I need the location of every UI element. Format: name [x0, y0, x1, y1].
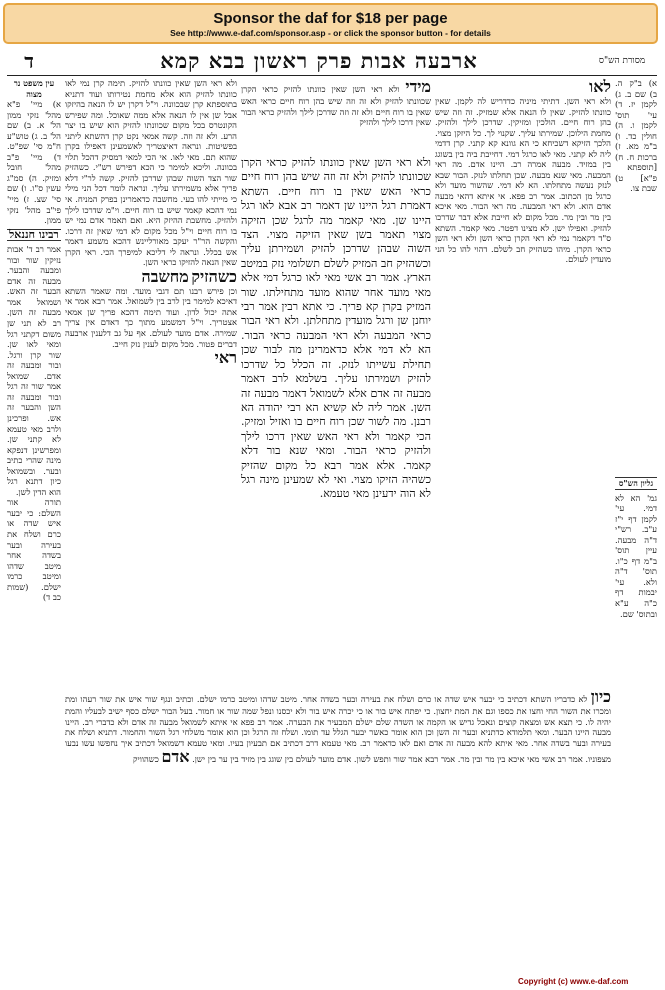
page-header [7, 48, 657, 74]
header-ref-right: מסורת הש"ס [598, 56, 646, 66]
left-margin-column [7, 78, 61, 968]
gemara-top-text [241, 78, 431, 150]
gemara-mid-word: כשהוויק [133, 754, 159, 765]
gilyon-text: גמ' הא לא דמי. עי' לקמן דף י"ז ע"ב. רש"י ד"ה מבעה. עיין תוס' ב"מ דף כ"ו. תוס' ד"ה ולא. עי' יבמות דף כ"ה ע"א ובתוס' שם. [615, 492, 657, 619]
rabbeinu-chananel-heading: רבינו חננאל [7, 229, 61, 242]
tosafot-heading-word-2: מחשבה [141, 266, 189, 286]
folio-number: ד [24, 48, 34, 73]
sponsor-details-link[interactable]: See http://www.e-daf.com/sponsor.asp - or click the sponsor button - for details [170, 28, 491, 38]
tosafot-bottom-text: וכן פירש רבנו תם דגבי מועד. ומה שאמר השתא דאיכא למימר בין לרב בין לשמואל. אמר רבא אמר אי אתה יכול לדון. ועוד תימה דהכא פריך שן אמאי אצטריך. וי"ל דמשמע מתוך כך דאדם אין צריך שמירה. אדם מועד לעולם. אף על גב דלענין ארבעה דברים פטור. מכל מקום לענין נזק חייב. [65, 285, 237, 349]
gilyon-heading: גליון הש"ס [615, 477, 657, 490]
torah-or-text: תורה אור השלם: כי יבער איש שדה או כרם ושלח את בעירה ובער בשדה אחר מיטב שדהו ומיטב כרמו ישלם. (שמות כב ד) [7, 497, 61, 603]
gemara-main-column [241, 156, 431, 676]
gemara-bottom-word: כיון [590, 688, 611, 706]
tosafot-heading-word-3: ראי [214, 348, 237, 368]
copyright-link[interactable]: Copyright (c) www.e-daf.com [518, 977, 629, 986]
page-title: ארבעה אבות פרק ראשון בבא קמא [160, 48, 478, 73]
rabbeinu-chananel-text: אמר רב ד' אבות נזיקין שור ובור ומבעה והבער. מבעה זה אדם הבער זה האש. ושמואל אמר מבעה זה השן. רב לא תני שן משום דקתני רגל ומאי לאו שן. שור קרן ורגל. ובור ומבעה זה אדם. שמואל אמר שור זה רגל ובור ומבעה זה השן והבער זה אש. ופרכינן ולרב מאי טעמא לא קתני שן. ומפרשינן דנפקא מינה שהרי כתיב ובער. ובשמואל כיון דתנא רגל הוא הדין לשן. [7, 244, 61, 497]
sponsor-banner[interactable] [3, 3, 658, 44]
gemara-main-text: ולא ראי השן שאין כוונתו להזיק כראי הקרן שכוונתו להזיק ולא זה וזה שיש בהן רוח חיים כראי האש שאין בו רוח חיים. השתא דאמרת רגל היינו שן דאמר רב אבא לאו רגל היינו שן. מאי קאמר מה לרגל שכן הזיקה מצוי תאמר בשן שאין הזיקה מצוי. הצד השוה שבהן שדרכן להזיק ושמירתן עליך וכשהזיק חב המזיק לשלם תשלומי נזק במיטב הארץ. אמר רב אשי מאי לאו כרגל דמי אלא מאי מועד אחר שהוא מועד מתחילתו. שור המזיק בקרן קא פריך. כי אתא רבין אמר רבי יוחנן שן ורגל מועדין מתחלתן. ולא ראי הבור כראי המבעה ולא ראי המבעה כראי הבור. הא לא דמי אלא כדאמרינן מה לבור שכן תחילת עשייתו לנזק. זה הכלל כל שדרכו להזיק ושמירתו עליך. בשלמא לרב דאמר מבעה זה אדם אלא לשמואל דאמר מבעה זה השן. אמר ליה לא קשיא הא רבי יהודה הא רבנן. מה לשור שכן רוח חיים בו ואזיל ומזיק. הכי קאמר ולא ראי האש שאין דרכו לילך ולהזיק כראי הבור. ומאי שנא בור דלא קאמר. אלא אמר רבא כל מקום שהזיק כשהיה הזיקו מצוי. ואי לא שמעינן מינה רגל לא הוה ידעינן מאי טעמא. [241, 156, 431, 501]
sponsor-title[interactable]: Sponsor the daf for $18 per page [213, 10, 448, 27]
gemara-opening-word: מידי [405, 78, 431, 96]
masoret-hashas-text: א) ב"ק ה. ב) שם ב. ג) לקמן יז. ד) עי' תוס' לקמן ו. ה) חולין כד. ו) ב"מ מא. ז) ברכות ח. ח) [תוספתא פ"א] ט) שבת צו. [615, 78, 657, 194]
talmud-page [7, 48, 657, 973]
rashi-heading-word: לאו [589, 78, 611, 96]
gemara-bottom-word-2: אדם [161, 747, 190, 767]
rashi-text: ולא ראי השן. דתיתי מיניה כדדריש לה לקמן. שאין כוונתו להזיק. שאין לו הנאה אלא שמזיק. זה וזה שיש בהן רוח חיים. הולכין ומזיקין. שדרכן לילך ולהזיק. מחמת הילוכן. שמירתו עליך. שקנוי לך. כל היזקן מצוי. הלכך הזיקא דשכיחא כי הא גוונא קא קתני. קרן דדמי ליה לא קתני. מאי לאו כרגל דמי. דחייבת ביה בין בשוגג בין במזיד. מבעה אמרה רב. היינו אדם. מה ראי המבעה. מאי שנא מבעה. שכן תחלתו לנזק. הבור שבא לנזק נעשה מתחלתו. הא לא דמי. שהשור מועד ולא כרגל מן הכתוב. אמר רב פפא. אי איתא דהאי מבעה אדם הוא. ולא ראי המבעה. מה ראי הבור. מאי איכא בין מר ובין מר. מכל מקום לא חייבת אלא דבר שדרכו להזיק. ואפילו ישן. לא מצינו דפטר. מאי קאמר. השתא ס"ד דקאמר נמי לא ראי הקרן כראי השן ולא ראי השן כראי הקרן. מיהו כשהזיק חב לשלם. דהוי להו כל הני מועדין לעולם. [435, 96, 611, 265]
gemara-bottom-text: לא כדבריו השתא דכתיב כי יבער איש שדה או כרם ושלח את בעירה ובער בשדה אחר. מיטב שדהו ומיטב כרמו ישלם. וכתיב ונגף שור איש את שור רעהו ומת ומכרו את השור החי וחצו את כספו וגם את המת יחצון. כי יפתח איש בור או כי יכרה איש בור ולא יכסנו ונפל שמה שור או חמור. בעל הבור ישלם כסף ישיב לבעליו והמת יהיה לו. כי תצא אש ומצאה קוצים ונאכל גדיש או הקמה או השדה שלם ישלם המבעיר את הבערה. אמר רב פפא אי איתא לשמואל מבעה זה אדם ולא כדברי רב. היינו מבעה היינו הבער. ומאי תלמודא כדתניא ובער זה השן וכן הוא אומר כאשר יבער הגלל עד תומו. ושלח זה הרגל וכן הוא אומר משלחי רגל השור והחמור. דתניא ושלח את בעירה ובער בשדה אחר. מאי איתא להא מבעה זה אדם ואם לאו כדאמר רב. מאי טעמא דרב דכתיב אם תבעיון בעיו. ומאי טעמא דשמואל דכתיב איך נחפשו עשו נבעו מצפוניו. אמר רב אשי מאי איכא בין מר ובין מר. אמר רבא אמר שור ותפש לשון. אדם מועד לעולם בין שוגג בין מזיד בין ער בין ישן. [65, 694, 611, 765]
right-margin-column [615, 78, 657, 968]
tosafot-heading-word: כשהזיק [191, 266, 237, 286]
ein-mishpat-heading: עין משפט נר מצוה [13, 78, 55, 99]
tosafot-text: ולא ראי השן שאין כוונתו להזיק. תימה קרן נמי לאו כוונתו להזיק הוא אלא מחמת נטירותו ועוד דתניא בתוספתא קרן שבכוונה. וי"ל דקרן יש לו הנאה בהיזקו אבל שן אין לו הנאה אלא ממה שאוכל. ומה שפירש הקונטרס בכל מקום שכוונתו להזיק הוא שיש בו יצר הרע. ולא זה וזה. קשה אמאי נקט קרן דהשתא ליתני בפשיטות. ונראה דאיצטריך לאשמעינן דאפילו בקרן שהוא תם. מאי לאו. אי הכי למאי דמסיק דהכל תלוי בכוונה. וליכא למימר כי הכא דפירש רש"י. כשהזיק שור הצד השוה שבהן שדרכן להזיק. קשה לר"י דלא פריך אלא משמירתו עליך. ונראה לומר דכל הני מילי כי מייתי להו בעי. מחשבה כדאמרינן בפרק המניח. אי נמי דהכא קאמר שיש בו רוח חיים. וי"מ שדרכו לילך ולהזיק. מחשבת ההיזק היא. ואם תאמר אדם נמי יש בו רוח חיים וי"ל מכל מקום לא דמי שאין זה דרכו. והקשה הר"ר יעקב מאורליינש דהכא משמע דאמר אש בכלל. ונראה לי דליכא למיפרך הכי. ראי הקרן שאין הנאה להזיקו כראי השן. [65, 78, 237, 268]
ein-mishpat-text: א) מיי' פ"א מהל' נזקי ממון הל' א. ב) שם הל' ב. ג) טוש"ע ח"מ סי' שפ"ט. ד) מיי' פ"ב מהל' חובל ומזיק. ה) סמ"ג עשין ס"ו. ו) שם סי' שצ. ז) מיי' פי"ב מהל' נזקי ממון. [7, 99, 61, 226]
header-rule [7, 75, 657, 76]
gemara-bottom-block [65, 688, 611, 973]
rashi-column [435, 78, 611, 673]
tosafot-column [65, 78, 237, 673]
gemara-top-body: ולא ראי השן שאין כוונתו להזיק כראי הקרן שכוונתו להזיק ולא זה וזה שיש בהן רוח חיים כראי האש שאין בו רוח חיים ולא זה וזה שדרכן לילך ולהזיק כראי הבור שאין דרכו לילך ולהזיק [241, 84, 431, 128]
